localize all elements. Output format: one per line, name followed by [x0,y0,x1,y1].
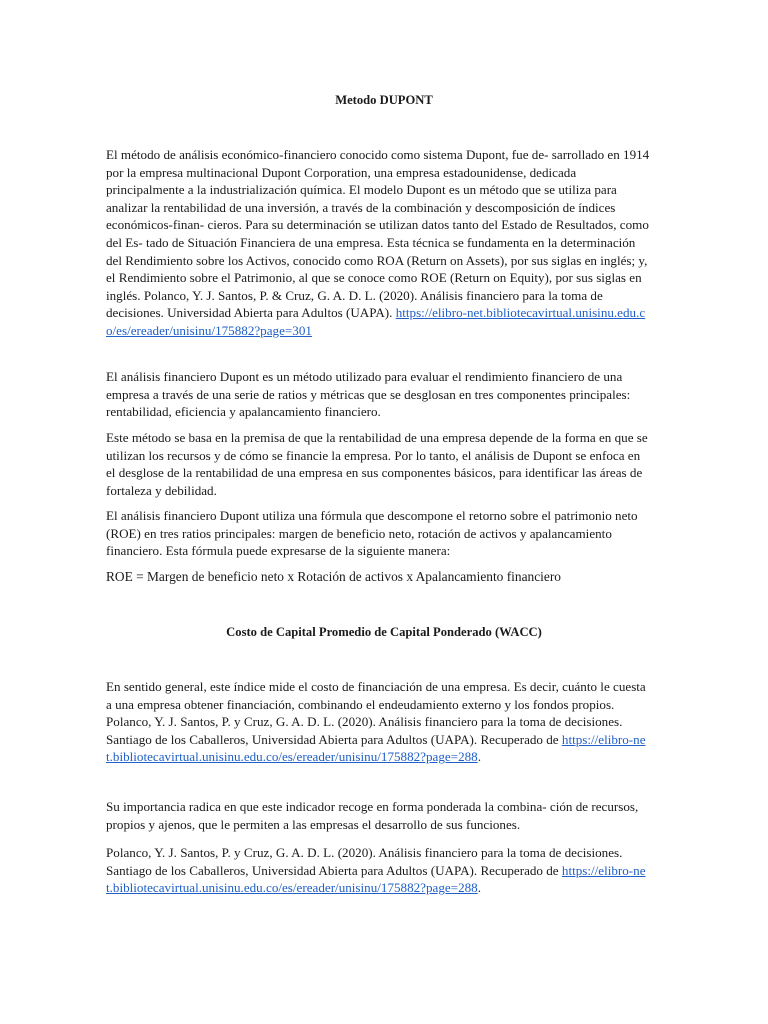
roe-formula: ROE = Margen de beneficio neto x Rotación de activos x Apalancamiento financiero [106,569,561,584]
paragraph-wacc-importance: Su importancia radica en que este indicador recoge en forma ponderada la combina- ción de recursos, propios y ajenos, que le permiten a las empresas el desarrollo de sus funciones. [106,799,639,832]
paragraph-dupont-formula-intro: El análisis financiero Dupont utiliza una fórmula que descompone el retorno sobre el patrimonio neto (ROE) en tres ratios principales: margen de beneficio neto, rotación de activos y apalancamiento financiero. Esta fórmula puede expresarse de la siguiente manera: [106,508,638,559]
section-title-dupont: Metodo DUPONT [335,93,433,107]
paragraph-end: . [477,880,482,896]
paragraph-text: En sentido general, este índice mide el costo de financiación de una empresa. Es decir, cuánto le cuesta a una empresa obtener financiación, combinando el endeudamiento externo y los fondos propios. Polanco, Y. J. Santos, P. y Cruz, G. A. D. L. (2020). Análisis financiero para la toma de decisiones. Santiago de los Caballeros, Universidad Abierta para Adultos (UAPA). Recuperado de [106,679,646,747]
reference-link[interactable]: https://elibro-net.bibliotecavirtual.unisinu.edu.co/es/ereader/unisinu/175882?page=301 [106,305,646,338]
paragraph-wacc-reference [106,844,650,897]
reference-link[interactable]: https://elibro-net.bibliotecavirtual.unisinu.edu.co/es/ereader/unisinu/175882?page=288 [106,731,646,765]
section-title-wacc: Costo de Capital Promedio de Capital Ponderado (WACC) [226,625,542,639]
paragraph-end: . [477,749,482,765]
reference-link[interactable]: https://elibro-net.bibliotecavirtual.unisinu.edu.co/es/ereader/unisinu/175882?page=288 [106,862,646,896]
paragraph-text: El método de análisis económico-financiero conocido como sistema Dupont, fue de- sarrollado en 1914 por la empresa multinacional Dupont Corporation, una empresa estadounidense, dedicada principalmente a la industrialización química. El modelo Dupont es un método que se utiliza para analizar la rentabilidad de una inversión, a través de la combinación y descomposición de índices económicos-finan- cieros. Para su determinación se utilizan datos tanto del Estado de Resultados, como del Es- tado de Situación Financiera de una empresa. Esta técnica se fundamenta en la determinación del Rendimiento sobre los Activos, conocido como ROA (Return on Assets), por sus siglas en inglés; y, el Rendimiento sobre el Patrimonio, al que se conoce como ROE (Return on Equity), por sus siglas en inglés. Polanco, Y. J. Santos, P. & Cruz, G. A. D. L. (2020). Análisis financiero para la toma de decisiones. Universidad Abierta para Adultos (UAPA). [106,147,650,321]
paragraph-dupont-definition: El análisis financiero Dupont es un método utilizado para evaluar el rendimiento financiero de una empresa a través de una serie de ratios y métricas que se desglosan en tres componentes principales: rentabilidad, eficiencia y apalancamiento financiero. [106,369,631,420]
paragraph-wacc-definition [106,678,650,766]
paragraph-text: Polanco, Y. J. Santos, P. y Cruz, G. A. D. L. (2020). Análisis financiero para la toma de decisiones. Santiago de los Caballeros, Universidad Abierta para Adultos (UAPA). Recuperado de [106,845,623,878]
paragraph-dupont-intro [106,146,650,340]
paragraph-dupont-premise: Este método se basa en la premisa de que la rentabilidad de una empresa depende de la forma en que se utilizan los recursos y de cómo se financie la empresa. Por lo tanto, el análisis de Dupont se enfoca en el desglose de la rentabilidad de una empresa en sus componentes básicos, para identificar las áreas de fortaleza y debilidad. [106,430,648,498]
